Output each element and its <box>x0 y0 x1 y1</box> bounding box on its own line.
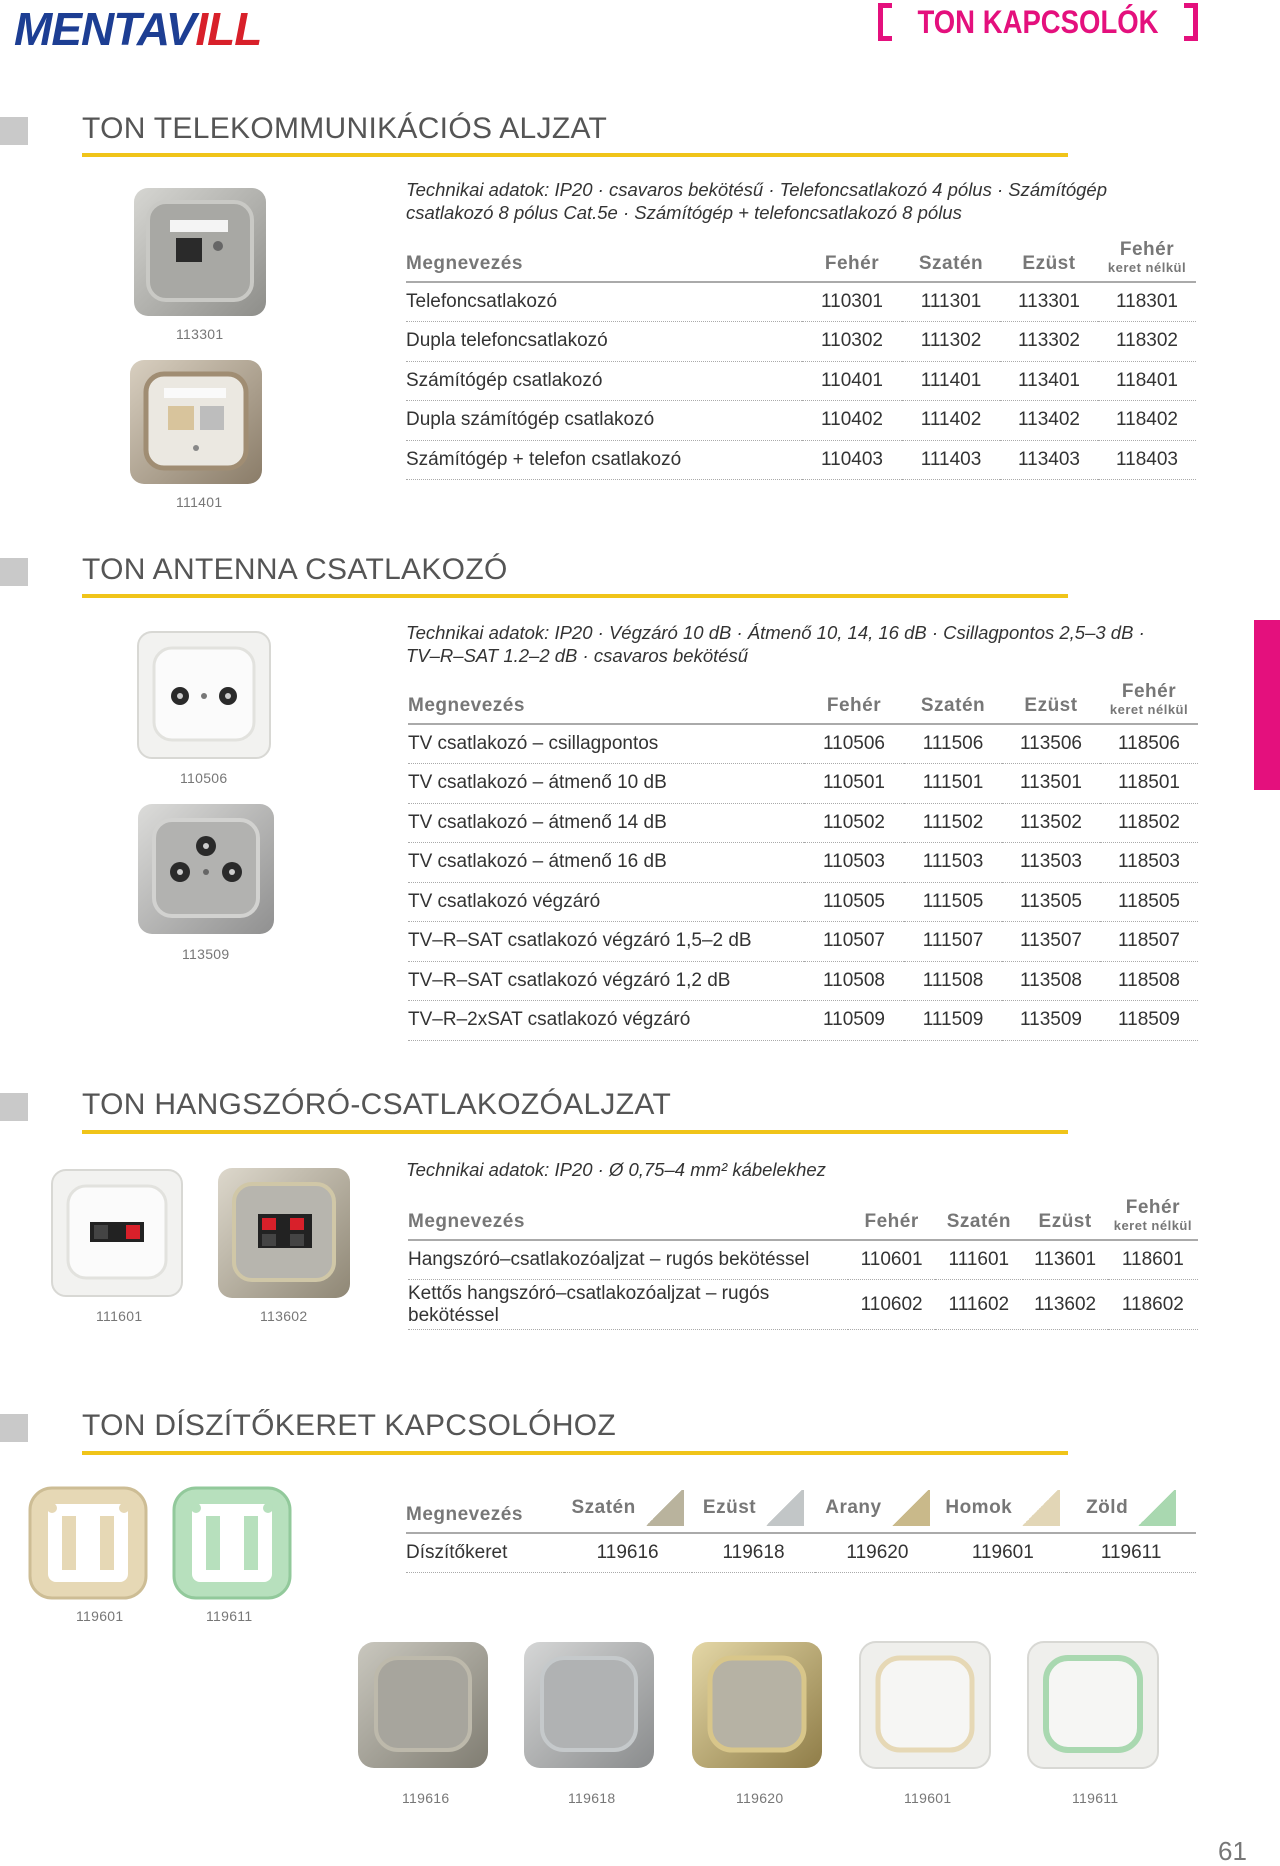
column-header: Megnevezés <box>408 1211 525 1232</box>
product-table-frame <box>406 1490 1196 1573</box>
image-code: 113509 <box>182 946 230 962</box>
column-header: Ezüst <box>1022 253 1076 274</box>
table-row: Díszítőkeret 119616 119618 119620 119601 119611 <box>406 1533 1196 1573</box>
frame-sand-image <box>26 1484 150 1602</box>
catalog-section-tag <box>878 2 1198 42</box>
image-code: 119616 <box>402 1790 450 1806</box>
table-row: Dupla telefoncsatlakozó 110302 111302 113302 118302 <box>406 322 1196 362</box>
table-row: Számítógép + telefon csatlakozó 110403 111403 113403 118403 <box>406 440 1196 480</box>
table-row: Hangszóró–csatlakozóaljzat – rugós bekötéssel 110601 111601 113601 118601 <box>408 1240 1198 1280</box>
product-table-antenna <box>408 676 1198 1041</box>
column-header: Zöld <box>1066 1490 1196 1533</box>
column-header: Homok <box>939 1490 1066 1533</box>
column-header: Szatén <box>564 1490 692 1533</box>
column-header: Fehér keret nélkül <box>1113 1197 1192 1233</box>
page-number: 61 <box>1218 1836 1247 1866</box>
table-row: TV–R–SAT csatlakozó végzáró 1,2 dB 110508 111508 113508 118508 <box>408 961 1198 1001</box>
brand-logo: MENTAVILL <box>14 3 262 55</box>
column-header: Megnevezés <box>406 253 523 274</box>
color-swatch <box>644 1490 684 1526</box>
speaker-socket-satin-image <box>216 1166 352 1300</box>
color-swatch <box>764 1490 804 1526</box>
table-row: TV csatlakozó – átmenő 10 dB 110501 111501 113501 118501 <box>408 764 1198 804</box>
image-code: 113602 <box>260 1308 308 1324</box>
section-title-speaker: TON HANGSZÓRÓ-CSATLAKOZÓALJZAT <box>82 1088 672 1121</box>
column-header: Fehér <box>826 695 882 716</box>
image-code: 111601 <box>96 1308 143 1324</box>
tech-data-telecom: Technikai adatok: IP20 · csavaros bekötésű · Telefoncsatlakozó 4 pólus · Számítógép csatlakozó 8 pólus Cat.5e · Számítógép + telefoncsatlakozó 8 pólus <box>406 179 1108 223</box>
table-row: TV csatlakozó – átmenő 16 dB 110503 111503 113503 118503 <box>408 843 1198 883</box>
section-underline <box>82 153 1068 157</box>
section-title-antenna: TON ANTENNA CSATLAKOZÓ <box>82 553 508 586</box>
section-marker <box>0 1414 28 1442</box>
column-header: Arany <box>815 1490 939 1533</box>
data-socket-image <box>128 358 264 486</box>
switch-gold-image <box>690 1640 824 1770</box>
section-underline <box>82 594 1068 598</box>
telecom-socket-image <box>132 186 268 318</box>
column-header: Szatén <box>946 1211 1011 1232</box>
color-swatch <box>1020 1490 1060 1526</box>
table-row: Telefoncsatlakozó 110301 111301 113301 118301 <box>406 282 1196 322</box>
side-index-tab <box>1254 620 1280 790</box>
column-header: Fehér <box>864 1211 919 1232</box>
section-marker <box>0 558 28 586</box>
product-table-telecom <box>406 234 1196 480</box>
section-underline <box>82 1451 1068 1455</box>
speaker-socket-white-image <box>50 1168 184 1298</box>
color-swatch <box>1136 1490 1176 1526</box>
image-code: 119611 <box>1072 1790 1119 1806</box>
table-row: Számítógép csatlakozó 110401 111401 113401 118401 <box>406 361 1196 401</box>
image-code: 119618 <box>568 1790 616 1806</box>
column-header: Megnevezés <box>406 1504 523 1525</box>
antenna-socket-silver-image <box>136 802 276 936</box>
section-underline <box>82 1130 1068 1134</box>
column-header: Ezüst <box>1038 1211 1092 1232</box>
section-marker <box>0 117 28 145</box>
table-row: TV csatlakozó – csillagpontos 110506 111506 113506 118506 <box>408 724 1198 764</box>
table-row: TV csatlakozó – átmenő 14 dB 110502 111502 113502 118502 <box>408 803 1198 843</box>
image-code: 119601 <box>904 1790 952 1806</box>
column-header: Ezüst <box>1024 695 1078 716</box>
image-code: 119601 <box>76 1608 124 1624</box>
table-row: Dupla számítógép csatlakozó 110402 111402 113402 118402 <box>406 401 1196 441</box>
frame-green-image <box>170 1484 294 1602</box>
section-marker <box>0 1093 28 1121</box>
tech-data-speaker: Technikai adatok: IP20 · Ø 0,75–4 mm² kábelekhez <box>406 1159 826 1180</box>
table-row: Kettős hangszóró–csatlakozóaljzat – rugós bekötéssel 110602 111602 113602 118602 <box>408 1280 1198 1330</box>
column-header: Szatén <box>920 695 986 716</box>
image-code: 110506 <box>180 770 228 786</box>
table-row: TV csatlakozó végzáró 110505 111505 113505 118505 <box>408 882 1198 922</box>
product-table-speaker <box>408 1194 1198 1330</box>
table-row: TV–R–SAT csatlakozó végzáró 1,5–2 dB 110507 111507 113507 118507 <box>408 922 1198 962</box>
column-header: Megnevezés <box>408 695 525 716</box>
column-header: Fehér keret nélkül <box>1109 681 1189 717</box>
column-header: Fehér <box>824 253 880 274</box>
catalog-section-title: TON KAPCSOLÓK <box>917 3 1159 40</box>
image-code: 111401 <box>176 494 223 510</box>
switch-satin-image <box>356 1640 490 1770</box>
image-code: 119620 <box>736 1790 784 1806</box>
section-title-frame: TON DÍSZÍTŐKERET KAPCSOLÓHOZ <box>82 1409 617 1442</box>
image-code: 113301 <box>176 326 224 342</box>
column-header: Szatén <box>918 253 984 274</box>
color-swatch <box>890 1490 930 1526</box>
column-header: Fehér keret nélkül <box>1107 239 1187 275</box>
image-code: 119611 <box>206 1608 253 1624</box>
section-title-telecom: TON TELEKOMMUNIKÁCIÓS ALJZAT <box>82 112 608 145</box>
switch-silver-image <box>522 1640 656 1770</box>
switch-sand-image <box>858 1640 992 1770</box>
antenna-socket-white-image <box>136 630 272 760</box>
tech-data-antenna: Technikai adatok: IP20 · Végzáró 10 dB · Átmenő 10, 14, 16 dB · Csillagpontos 2,5–3 dB · TV–R–SAT 1.2–2 dB · csavaros bekötésű <box>406 622 1145 666</box>
switch-green-image <box>1026 1640 1160 1770</box>
column-header: Ezüst <box>692 1490 816 1533</box>
table-row: TV–R–2xSAT csatlakozó végzáró 110509 111509 113509 118509 <box>408 1001 1198 1041</box>
